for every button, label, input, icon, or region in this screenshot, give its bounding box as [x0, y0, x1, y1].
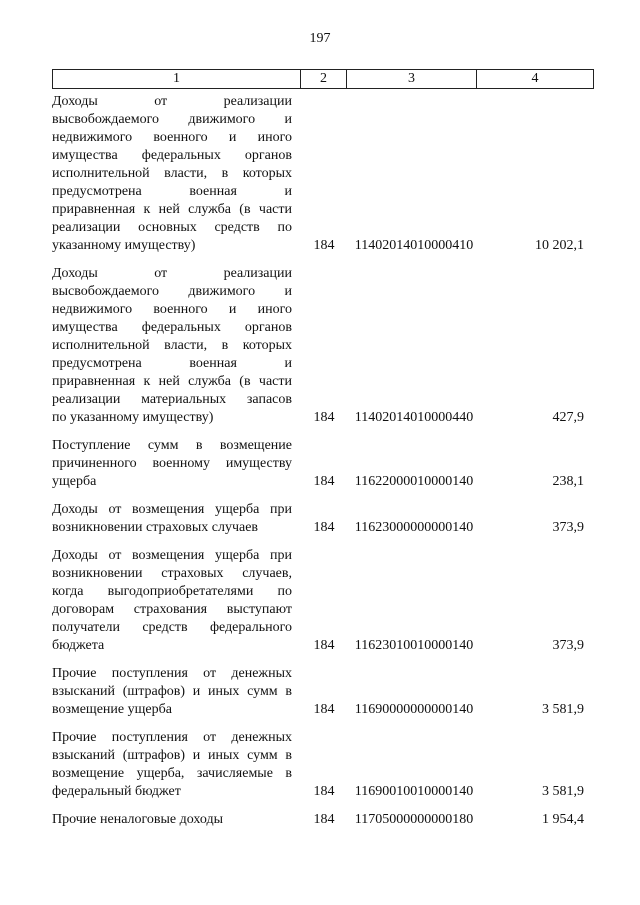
table-header: [52, 69, 594, 89]
description-line: исполнительной власти, в которых: [52, 166, 292, 181]
description-line: Доходы от реализации: [52, 94, 292, 109]
description-line: бюджета: [52, 638, 105, 653]
header-col-2: 2: [301, 70, 347, 88]
description-line: Прочие поступления от денежных: [52, 666, 292, 681]
row-description: [52, 547, 296, 655]
row-admin-code: 184: [313, 702, 335, 717]
description-line: когда выгодоприобретателями по: [52, 584, 292, 599]
description-line: приравненная к ней служба (в части: [52, 374, 292, 389]
table-row: [52, 265, 594, 427]
description-line: предусмотрена военная и: [52, 356, 292, 371]
table-row: [52, 93, 594, 255]
description-line: взысканий (штрафов) и иных сумм в: [52, 684, 292, 699]
description-line: приравненная к ней служба (в части: [52, 202, 292, 217]
row-description: [52, 93, 296, 255]
description-line: Поступление сумм в возмещение: [52, 438, 292, 453]
row-amount: 373,9: [552, 520, 584, 535]
description-line: исполнительной власти, в которых: [52, 338, 292, 353]
description-line: недвижимого военного и иного: [52, 130, 292, 145]
row-description: [52, 729, 296, 801]
row-amount: 373,9: [552, 638, 584, 653]
row-description: [52, 665, 296, 719]
description-line: высвобождаемого движимого и: [52, 112, 292, 127]
description-line: имущества федеральных органов: [52, 320, 292, 335]
description-line: возмещение ущерба: [52, 702, 172, 717]
description-line: причиненного военному имуществу: [52, 456, 292, 471]
table-row: [52, 437, 594, 491]
row-admin-code: 184: [313, 474, 335, 489]
description-line: взысканий (штрафов) и иных сумм в: [52, 748, 292, 763]
row-description: [52, 265, 296, 427]
row-budget-code: 11623000000000140: [354, 520, 474, 535]
description-line: ущерба: [52, 474, 97, 489]
row-amount: 3 581,9: [542, 702, 584, 717]
row-budget-code: 11402014010000440: [354, 410, 474, 425]
description-line: договорам страхования выступают: [52, 602, 292, 617]
table-row: [52, 547, 594, 655]
description-line: Прочие неналоговые доходы: [52, 812, 224, 827]
description-line: предусмотрена военная и: [52, 184, 292, 199]
row-amount: 427,9: [552, 410, 584, 425]
table-row: [52, 665, 594, 719]
row-budget-code: 11622000010000140: [354, 474, 474, 489]
row-budget-code: 11623010010000140: [354, 638, 474, 653]
row-admin-code: 184: [313, 784, 335, 799]
description-line: возникновении страховых случаев,: [52, 566, 292, 581]
row-admin-code: 184: [313, 638, 335, 653]
table-body: [52, 93, 594, 839]
row-budget-code: 11705000000000180: [354, 812, 474, 827]
description-line: указанному имуществу): [52, 238, 196, 253]
row-budget-code: 11690010010000140: [354, 784, 474, 799]
row-budget-code: 11690000000000140: [354, 702, 474, 717]
description-line: по указанному имуществу): [52, 410, 214, 425]
row-amount: 1 954,4: [542, 812, 584, 827]
row-amount: 238,1: [552, 474, 584, 489]
description-line: реализации материальных запасов: [52, 392, 292, 407]
header-col-1: 1: [53, 70, 301, 88]
table-row: [52, 729, 594, 801]
row-amount: 10 202,1: [535, 238, 584, 253]
row-admin-code: 184: [313, 520, 335, 535]
row-description: [52, 437, 296, 491]
row-description: [52, 811, 296, 829]
row-admin-code: 184: [313, 410, 335, 425]
row-budget-code: 11402014010000410: [354, 238, 474, 253]
description-line: возмещение ущерба, зачисляемые в: [52, 766, 292, 781]
description-line: Доходы от возмещения ущерба при: [52, 502, 292, 517]
description-line: федеральный бюджет: [52, 784, 181, 799]
row-admin-code: 184: [313, 812, 335, 827]
description-line: имущества федеральных органов: [52, 148, 292, 163]
description-line: высвобождаемого движимого и: [52, 284, 292, 299]
description-line: возникновении страховых случаев: [52, 520, 259, 535]
table-row: [52, 811, 594, 829]
row-description: [52, 501, 296, 537]
description-line: получатели средств федерального: [52, 620, 292, 635]
description-line: реализации основных средств по: [52, 220, 292, 235]
table-row: [52, 501, 594, 537]
page-number: 197: [309, 31, 331, 46]
description-line: Прочие поступления от денежных: [52, 730, 292, 745]
header-col-3: 3: [347, 70, 477, 88]
description-line: недвижимого военного и иного: [52, 302, 292, 317]
description-line: Доходы от реализации: [52, 266, 292, 281]
description-line: Доходы от возмещения ущерба при: [52, 548, 292, 563]
header-col-4: 4: [531, 71, 539, 86]
row-admin-code: 184: [313, 238, 335, 253]
row-amount: 3 581,9: [542, 784, 584, 799]
